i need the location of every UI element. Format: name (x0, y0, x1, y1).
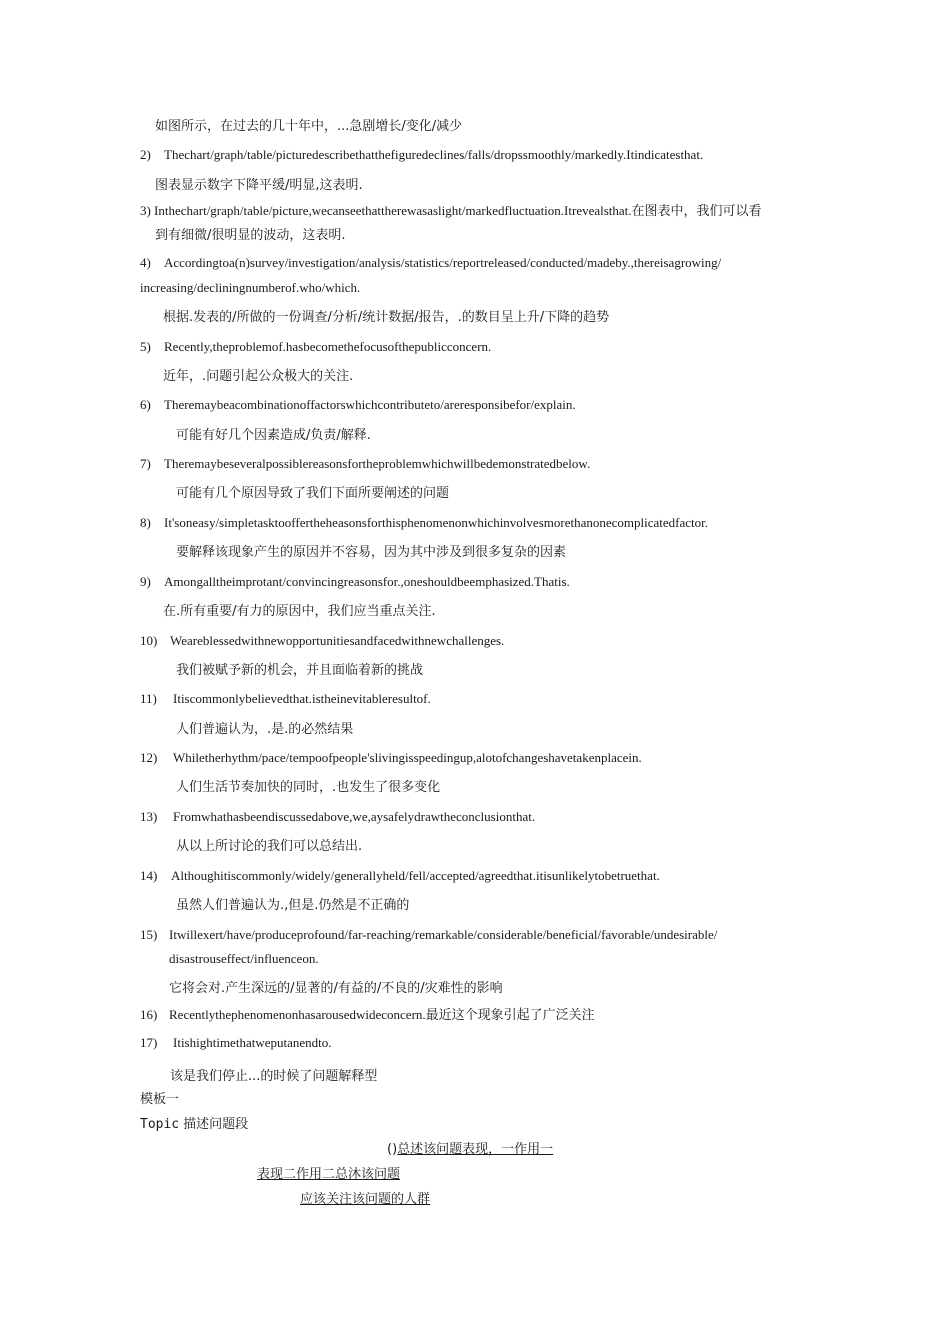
list-item-2 (140, 146, 703, 164)
list-item-14 (140, 867, 660, 885)
item-en-cont: increasing/decliningnumberof.who/which. (140, 280, 361, 295)
template-title: 模板一 (140, 1092, 180, 1107)
item-en: Itiscommonlybelievedthat.istheinevitableresultof. (173, 691, 431, 706)
item-cn: 可能有好几个因素造成/负责/解释. (176, 428, 371, 443)
item-cn: 根据.发表的/所做的一份调查/分析/统计数据/报告，.的数目呈上升/下降的趋势 (163, 310, 610, 325)
outline-line-1 (387, 1141, 553, 1159)
item-en: Inthechart/graph/table/picture,wecanseethattherewasaslight/markedfluctuation.Itrevealsthat.在图表中，我们可以看 (154, 203, 762, 218)
item-en: Itishightimethatweputanendto. (173, 1035, 332, 1050)
list-item-12 (140, 749, 642, 767)
item-number: 16) (140, 1007, 158, 1022)
item-en: Fromwhathasbeendiscussedabove,we,aysafelydrawtheconclusionthat. (173, 809, 536, 824)
item-cn: 要解释该现象产生的原因并不容易，因为其中涉及到很多复杂的因素 (176, 545, 567, 560)
item-cn: 可能有几个原因导致了我们下面所要阐述的问题 (176, 486, 450, 501)
item-number: 7) (140, 456, 151, 471)
item-number: 12) (140, 750, 158, 765)
item-number: 3) (140, 203, 151, 218)
item-number: 10) (140, 633, 158, 648)
item-en: Accordingtoa(n)survey/investigation/analysis/statistics/reportreleased/conducted/madeby.,thereisagrowing/ (164, 255, 722, 270)
item-cn: 近年，.问题引起公众极大的关注. (163, 369, 354, 384)
outline-prefix: () (387, 1142, 398, 1157)
item-cn: 在.所有重要/有力的原因中，我们应当重点关注. (163, 604, 436, 619)
item-number: 2) (140, 147, 151, 162)
list-item-17 (140, 1034, 332, 1052)
item-cn: 人们普遍认为，.是.的必然结果 (176, 722, 354, 737)
item-number: 17) (140, 1035, 158, 1050)
item-cn: 图表显示数字下降平缓/明显,这表明. (155, 178, 363, 193)
item-en: Althoughitiscommonly/widely/generallyheld/fell/accepted/agreedthat.itisunlikelytobetruethat. (171, 868, 660, 883)
item-en: Amongalltheimprotant/convincingreasonsfor.,oneshouldbeemphasized.Thatis. (164, 574, 570, 589)
item-en: Theremaybeacombinationoffactorswhichcontributeto/areresponsibefor/explain. (164, 397, 576, 412)
list-item-8 (140, 514, 708, 532)
item-number: 5) (140, 339, 151, 354)
item-number: 4) (140, 255, 151, 270)
item-number: 15) (140, 927, 158, 942)
list-item-13 (140, 808, 535, 826)
topic-label: Topic (140, 1117, 180, 1132)
item-en: Recently,theproblemof.hasbecomethefocusofthepublicconcern. (164, 339, 492, 354)
item-cn: 我们被赋予新的机会，并且面临着新的挑战 (176, 663, 424, 678)
item-cn: 人们生活节奏加快的同时，.也发生了很多变化 (176, 780, 441, 795)
item-number: 14) (140, 868, 158, 883)
item-en: Theremaybeseveralpossiblereasonsfortheproblemwhichwillbedemonstratedbelow. (164, 456, 591, 471)
list-item-15 (140, 926, 717, 944)
item-en-cont: disastrouseffect/influenceon. (169, 951, 319, 966)
item-en-cont: 到有细微/很明显的波动，这表明. (155, 228, 346, 243)
list-item-7 (140, 455, 590, 473)
item-en: Thechart/graph/table/picturedescribethatthefiguredeclines/falls/dropssmoothly/markedly.Itindicatesthat. (164, 147, 704, 162)
list-item-5 (140, 338, 491, 356)
item-cn: 该是我们停止...的时候了问题解释型 (170, 1069, 378, 1084)
outline-line-2: 表现二作用二总沐该问题 (257, 1167, 401, 1182)
item-cn: 虽然人们普遍认为.,但是.仍然是不正确的 (176, 898, 410, 913)
item-cn: 它将会对.产生深远的/显著的/有益的/不良的/灾难性的影响 (169, 981, 503, 996)
outline-line-3: 应该关注该问题的人群 (300, 1192, 431, 1207)
list-item-3 (140, 202, 762, 220)
item-cn: 从以上所讨论的我们可以总结出. (176, 839, 363, 854)
list-item-4 (140, 254, 721, 272)
item-number: 6) (140, 397, 151, 412)
intro-cn: 如图所示，在过去的几十年中，...急剧增长/变化/减少 (155, 119, 463, 134)
item-number: 11) (140, 691, 157, 706)
item-en: It'soneasy/simpletasktooffertheheasonsforthisphenomenonwhichinvolvesmorethanonecomplicatedfactor. (164, 515, 708, 530)
list-item-10 (140, 632, 504, 650)
item-en: Whiletherhythm/pace/tempoofpeople'slivingisspeedingup,alotofchangeshavetakenplacein. (173, 750, 642, 765)
list-item-11 (140, 690, 431, 708)
item-number: 9) (140, 574, 151, 589)
item-en: Recentlythephenomenonhasarousedwideconcern.最近这个现象引起了广泛关注 (169, 1007, 595, 1022)
topic-text: 描述问题段 (183, 1117, 249, 1132)
outline-text: 总述该问题表现，一作用一 (397, 1142, 554, 1157)
list-item-9 (140, 573, 570, 591)
list-item-16 (140, 1006, 595, 1024)
topic-line (140, 1116, 248, 1134)
item-number: 8) (140, 515, 151, 530)
item-en: Itwillexert/have/produceprofound/far-reaching/remarkable/considerable/beneficial/favorable/undesirable/ (169, 927, 718, 942)
item-number: 13) (140, 809, 158, 824)
list-item-6 (140, 396, 576, 414)
item-en: Weareblessedwithnewopportunitiesandfacedwithnewchallenges. (170, 633, 505, 648)
